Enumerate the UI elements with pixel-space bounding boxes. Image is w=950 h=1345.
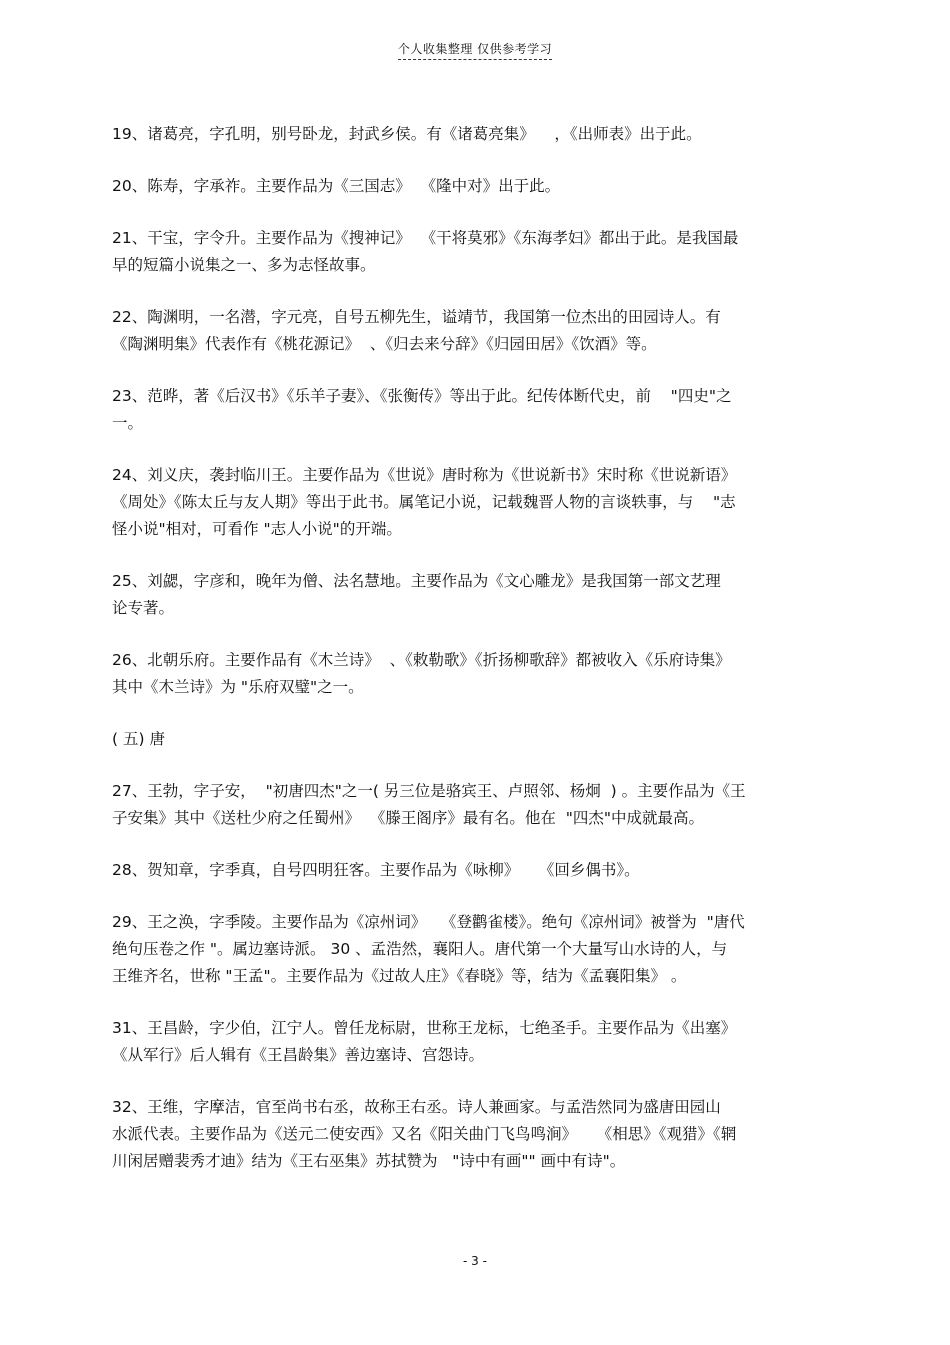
paragraph-line: 早的短篇小说集之一、多为志怪故事。 bbox=[112, 256, 376, 274]
paragraph-line: 《陶渊明集》代表作有《桃花源记》 、《归去来兮辞》《归园田居》《饮酒》等。 bbox=[112, 335, 657, 353]
paragraph bbox=[112, 568, 867, 622]
paragraph-line: 27、王勃，字子安， "初唐四杰"之一( 另三位是骆宾王、卢照邻、杨炯 ) 。主要作品为《王 bbox=[112, 782, 746, 800]
paragraph-line: 22、陶渊明，一名潜，字元亮，自号五柳先生，谥靖节，我国第一位杰出的田园诗人。有 bbox=[112, 308, 721, 326]
paragraph-line: 29、王之涣，字季陵。主要作品为《凉州词》 《登鹳雀楼》。绝句《凉州词》被誉为 "唐代 bbox=[112, 913, 745, 931]
paragraph-line: 26、北朝乐府。主要作品有《木兰诗》 、《敕勒歌》《折扬柳歌辞》都被收入《乐府诗集》 bbox=[112, 651, 731, 669]
paragraph-line: 论专著。 bbox=[112, 599, 175, 617]
paragraph-line: ( 五) 唐 bbox=[112, 730, 165, 748]
paragraph-line: 《周处》《陈太丘与友人期》等出于此书。属笔记小说，记载魏晋人物的言谈轶事，与 "志 bbox=[112, 493, 736, 511]
paragraph bbox=[112, 383, 867, 437]
paragraph-line: 25、刘勰，字彦和，晚年为僧、法名慧地。主要作品为《文心雕龙》是我国第一部文艺理 bbox=[112, 572, 721, 590]
paragraph-line: 32、王维，字摩洁，官至尚书右丞，故称王右丞。诗人兼画家。与孟浩然同为盛唐田园山 bbox=[112, 1098, 721, 1116]
paragraph bbox=[112, 857, 867, 884]
paragraph bbox=[112, 304, 867, 358]
paragraph-line: 子安集》其中《送杜少府之任蜀州》 《滕王阁序》最有名。他在 "四杰"中成就最高。 bbox=[112, 809, 704, 827]
paragraph bbox=[112, 778, 867, 832]
page-number: - 3 - bbox=[463, 1254, 487, 1268]
paragraph-line: 其中《木兰诗》为 "乐府双璧"之一。 bbox=[112, 678, 364, 696]
paragraph bbox=[112, 1094, 867, 1175]
paragraph-line: 怪小说"相对，可看作 "志人小说"的开端。 bbox=[112, 520, 402, 538]
paragraph-line: 绝句压卷之作 "。属边塞诗派。 30 、孟浩然，襄阳人。唐代第一个大量写山水诗的人，与 bbox=[112, 940, 728, 958]
paragraph-line: 23、范晔，著《后汉书》《乐羊子妻》、《张衡传》等出于此。纪传体断代史，前 "四史"之 bbox=[112, 387, 732, 405]
paragraph-line: 王维齐名，世称 "王孟"。主要作品为《过故人庄》《春晓》等，结为《孟襄阳集》 。 bbox=[112, 967, 687, 985]
paragraph bbox=[112, 225, 867, 279]
paragraph bbox=[112, 726, 867, 753]
paragraph-line: 28、贺知章，字季真，自号四明狂客。主要作品为《咏柳》 《回乡偶书》。 bbox=[112, 861, 640, 879]
paragraph-line: 31、王昌龄，字少伯，江宁人。曾任龙标尉，世称王龙标，七绝圣手。主要作品为《出塞》 bbox=[112, 1019, 737, 1037]
paragraph-line: 《从军行》后人辑有《王昌龄集》善边塞诗、宫怨诗。 bbox=[112, 1046, 485, 1064]
paragraph-line: 一。 bbox=[112, 414, 144, 432]
paragraph bbox=[112, 647, 867, 701]
paragraph-line: 19、诸葛亮，字孔明，别号卧龙，封武乡侯。有《诸葛亮集》 ，《出师表》出于此。 bbox=[112, 125, 702, 143]
paragraph-line: 21、干宝，字令升。主要作品为《搜神记》 《干将莫邪》《东海孝妇》都出于此。是我国最 bbox=[112, 229, 739, 247]
paragraph bbox=[112, 121, 867, 148]
paragraph-line: 24、刘义庆，袭封临川王。主要作品为《世说》唐时称为《世说新书》宋时称《世说新语》 bbox=[112, 466, 737, 484]
paragraph bbox=[112, 1015, 867, 1069]
document-body bbox=[112, 121, 867, 1200]
page-header bbox=[0, 40, 950, 60]
paragraph bbox=[112, 462, 867, 543]
paragraph-line: 水派代表。主要作品为《送元二使安西》又名《阳关曲门飞鸟鸣涧》 《相思》《观猎》《辋 bbox=[112, 1125, 737, 1143]
paragraph bbox=[112, 909, 867, 990]
paragraph-line: 20、陈寿，字承祚。主要作品为《三国志》 《隆中对》出于此。 bbox=[112, 177, 561, 195]
paragraph-line: 川闲居赠裴秀才迪》结为《王右巫集》苏拭赞为 "诗中有画"" 画中有诗"。 bbox=[112, 1152, 626, 1170]
header-text: 个人收集整理 仅供参考学习 bbox=[398, 40, 552, 60]
paragraph bbox=[112, 173, 867, 200]
